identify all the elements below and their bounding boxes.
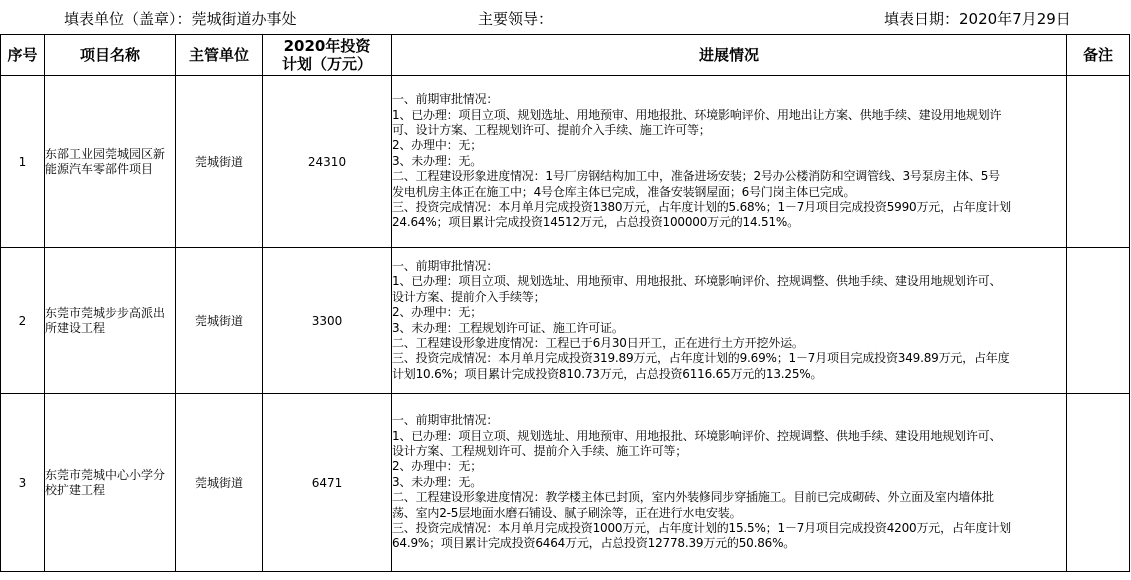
col-header-plan-line2: 计划（万元） (281, 55, 372, 73)
table-row (1, 76, 1130, 248)
cell-dept: 莞城街道 (176, 248, 263, 394)
progress-line: 设计方案、工程规划许可、提前介入手续、施工许可等； (392, 443, 688, 458)
progress-line: 三、投资完成情况：本月单月完成投资1000万元，占年度计划的15.5%；1－7月项目完成投资4200万元，占年度计划 (392, 521, 1011, 536)
cell-plan: 6471 (263, 394, 392, 572)
progress-line: 一、前期审批情况： (392, 92, 499, 107)
filing-date: 填表日期：2020年7月29日 (884, 10, 1071, 28)
cell-plan: 24310 (263, 76, 392, 248)
progress-line: 荡、室内2-5层地面水磨石铺设、腻子刷涂等，正在进行水电安装。 (392, 505, 742, 520)
progress-line: 64.9%；项目累计完成投资6464万元，占总投资12778.39万元的50.86%。 (392, 536, 796, 551)
filing-unit: 填表单位（盖章）：莞城街道办事处 (64, 10, 297, 28)
col-header-name: 项目名称 (45, 35, 176, 76)
progress-line: 3、未办理：无。 (392, 474, 483, 489)
progress-line: 可、设计方案、工程规划许可、提前介入手续、施工许可等； (392, 122, 711, 137)
col-header-seq: 序号 (1, 35, 45, 76)
cell-dept: 莞城街道 (176, 76, 263, 248)
cell-dept: 莞城街道 (176, 394, 263, 572)
report-header (0, 0, 1131, 34)
cell-project-name: 东莞市莞城中心小学分校扩建工程 (45, 394, 176, 572)
progress-line: 1、已办理：项目立项、规划选址、用地预审、用地报批、环境影响评价、控规调整、供地手续、建设用地规划许可、 (392, 274, 1002, 289)
progress-line: 24.64%；项目累计完成投资14512万元，占总投资100000万元的14.51%。 (392, 215, 799, 230)
col-header-dept: 主管单位 (176, 35, 263, 76)
progress-line: 2、办理中：无； (392, 305, 483, 320)
cell-remark (1067, 248, 1130, 394)
cell-seq: 1 (1, 76, 45, 248)
cell-seq: 3 (1, 394, 45, 572)
cell-remark (1067, 394, 1130, 572)
progress-line: 计划10.6%；项目累计完成投资810.73万元，占总投资6116.65万元的13.25%。 (392, 366, 823, 381)
progress-line: 一、前期审批情况： (392, 413, 499, 428)
table-row (1, 248, 1130, 394)
table-row (1, 394, 1130, 572)
project-progress-table (0, 34, 1130, 572)
progress-line: 3、未办理：无。 (392, 153, 483, 168)
progress-line: 二、工程建设形象进度情况：工程已于6月30日开工，正在进行土方开挖外运。 (392, 335, 804, 350)
cell-seq: 2 (1, 248, 45, 394)
progress-line: 三、投资完成情况：本月单月完成投资1380万元，占年度计划的5.68%；1－7月项目完成投资5990万元，占年度计划 (392, 200, 1011, 215)
progress-line: 2、办理中：无； (392, 459, 483, 474)
cell-project-name: 东部工业园莞城园区新能源汽车零部件项目 (45, 76, 176, 248)
progress-line: 二、工程建设形象进度情况：1号厂房钢结构加工中，准备进场安装；2号办公楼消防和空调管线、3号泵房主体、5号 (392, 169, 1000, 184)
table-header-row (1, 35, 1130, 76)
cell-plan: 3300 (263, 248, 392, 394)
cell-remark (1067, 76, 1130, 248)
progress-line: 三、投资完成情况：本月单月完成投资319.89万元，占年度计划的9.69%；1－7月项目完成投资349.89万元，占年度 (392, 351, 1010, 366)
progress-line: 二、工程建设形象进度情况：教学楼主体已封顶，室内外装修同步穿插施工。目前已完成砌砖、外立面及室内墙体批 (392, 490, 994, 505)
progress-line: 3、未办理：工程规划许可证、施工许可证。 (392, 320, 624, 335)
progress-line: 1、已办理：项目立项、规划选址、用地预审、用地报批、环境影响评价、用地出让方案、供地手续、建设用地规划许 (392, 107, 1002, 122)
progress-line: 发电机房主体正在施工中；4号仓库主体已完成，准备安装钢屋面；6号门岗主体已完成。 (392, 184, 856, 199)
col-header-remark: 备注 (1067, 35, 1130, 76)
col-header-plan (263, 35, 392, 76)
cell-progress (392, 394, 1067, 572)
cell-project-name: 东莞市莞城步步高派出所建设工程 (45, 248, 176, 394)
progress-line: 2、办理中：无； (392, 138, 483, 153)
progress-line: 1、已办理：项目立项、规划选址、用地预审、用地报批、环境影响评价、控规调整、供地手续、建设用地规划许可、 (392, 428, 1002, 443)
main-leader: 主要领导： (478, 10, 554, 28)
progress-line: 一、前期审批情况： (392, 258, 499, 273)
col-header-progress: 进展情况 (392, 35, 1067, 76)
cell-progress (392, 76, 1067, 248)
progress-line: 设计方案、提前介入手续等； (392, 289, 546, 304)
cell-progress (392, 248, 1067, 394)
col-header-plan-line1: 2020年投资 (283, 37, 371, 55)
